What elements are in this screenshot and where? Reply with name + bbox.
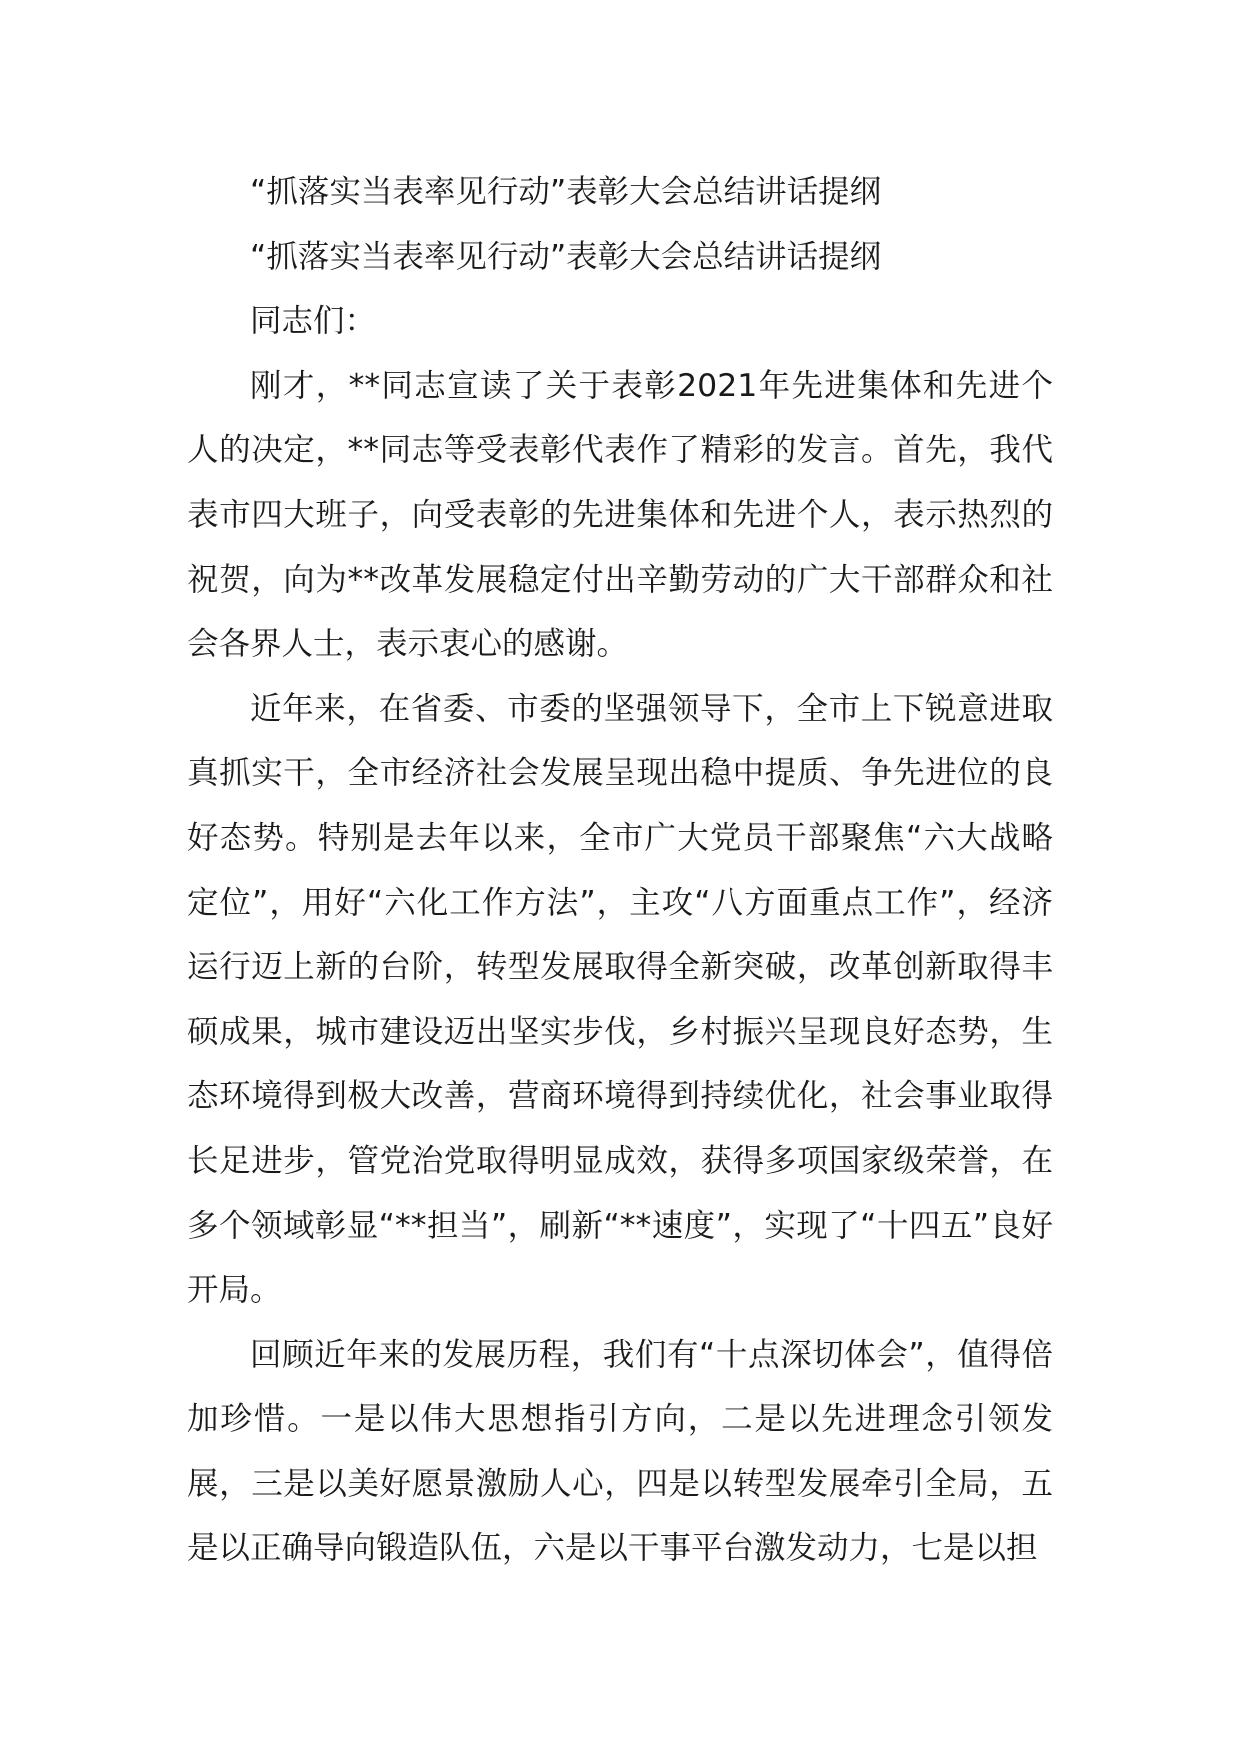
document-body [187, 160, 1053, 1581]
document-title-repeat: “抓落实当表率见行动”表彰大会总结讲话提纲 [250, 238, 882, 275]
document-title: “抓落实当表率见行动”表彰大会总结讲话提纲 [250, 174, 882, 210]
paragraph-experiences: 回顾近年来的发展历程，我们有“十点深切体会”，值得倍加珍惜。一是以伟大思想指引方向，二是以先进理念引领发展，三是以美好愿景激励人心，四是以转型发展牵引全局，五是以正确导向锻造队伍，六是以干事平台激发动力，七是以担 [187, 1336, 1053, 1567]
paragraph-opening: 刚才，**同志宣读了关于表彰2021年先进集体和先进个人的决定，**同志等受表彰代表作了精彩的发言。首先，我代表市四大班子，向受表彰的先进集体和先进个人，表示热烈的祝贺，向为**改革发展稳定付出辛勤劳动的广大干部群众和社会各界人士，表示衷心的感谢。 [187, 367, 1053, 663]
salutation: 同志们： [250, 303, 377, 340]
paragraph-achievements: 近年来，在省委、市委的坚强领导下，全市上下锐意进取真抓实干，全市经济社会发展呈现出稳中提质、争先进位的良好态势。特别是去年以来，全市广大党员干部聚焦“六大战略定位”，用好“六化工作方法”，主攻“八方面重点工作”，经济运行迈上新的台阶，转型发展取得全新突破，改革创新取得丰硕成果，城市建设迈出坚实步伐，乡村振兴呈现良好态势，生态环境得到极大改善，营商环境得到持续优化，社会事业取得长足进步，管党治党取得明显成效，获得多项国家级荣誉，在多个领域彰显“**担当”，刷新“**速度”，实现了“十四五”良好开局。 [187, 690, 1053, 1309]
